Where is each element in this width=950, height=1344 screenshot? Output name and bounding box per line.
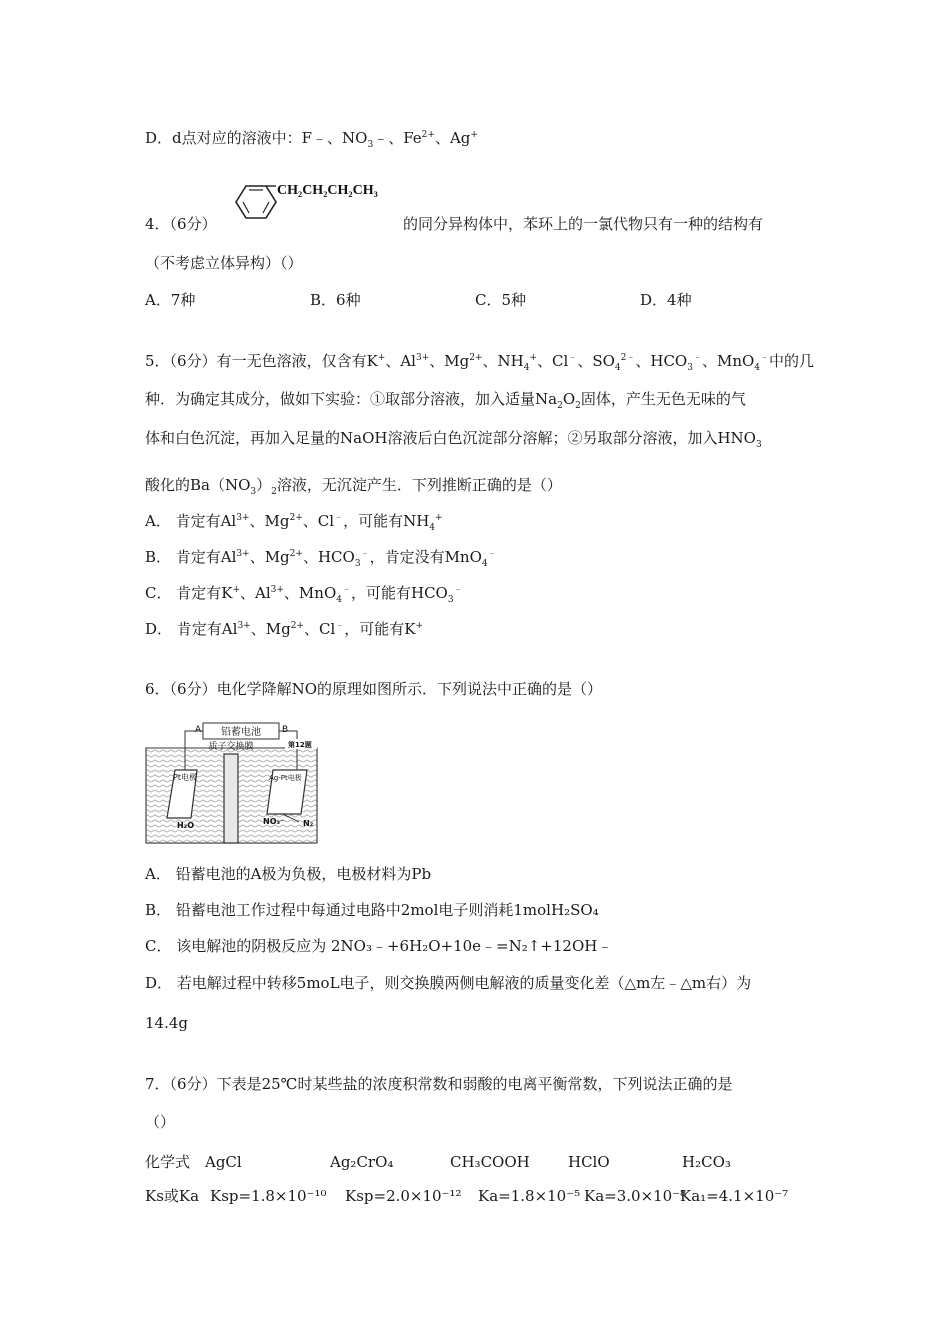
q6-option-a: A． 铅蓄电池的A极为负极，电极材料为Pb: [145, 865, 432, 883]
q7-stem-2: （）: [145, 1113, 176, 1131]
table-value-ch3cooh: Ka=1.8×10⁻⁵: [478, 1187, 581, 1205]
benzene-structure: [228, 180, 403, 224]
table-header-label: 化学式: [145, 1153, 191, 1171]
q4-number: 4．（6分）: [145, 215, 217, 233]
structure-formula: CH₂CH₂CH₂CH₃: [277, 183, 378, 198]
q5-line-1: 5．（6分）有一无色溶液，仅含有K+、$Al^{3+}$、$Mg^{2+}$、$NH_4^+$、Cl﹣、$SO_4^{2﹣}$、$HCO_3^﹣$、MnO$_4$﹣中的几: [145, 352, 815, 373]
q4-option-d: D．4种: [640, 291, 692, 309]
q5-option-d: D． 肯定有$Al^{3+}$、$Mg^{2+}$、Cl﹣，可能有K+: [145, 620, 424, 638]
table-header-h2co3: H₂CO₃: [682, 1153, 731, 1171]
q3-option-d: D．d点对应的溶液中：F﹣、$NO_3﹣$、$Fe^{2+}$、Ag+: [145, 129, 478, 150]
table-value-ag2cro4: Ksp=2.0×10⁻¹²: [345, 1187, 462, 1205]
q6-option-b: B． 铅蓄电池工作过程中每通过电路中2mol电子则消耗1molH₂SO₄: [145, 901, 599, 919]
q6-stem: 6．（6分）电化学降解NO的原理如图所示．下列说法中正确的是（）: [145, 680, 603, 698]
q5-option-c: C． 肯定有K+、$Al^{3+}$、MnO$_4$﹣，可能有$HCO_3^﹣$: [145, 584, 463, 605]
no3-label: NO₃⁻: [263, 817, 285, 826]
q5-line-3: 体和白色沉淀，再加入足量的NaOH溶液后白色沉淀部分溶解；②另取部分溶液，加入$HNO_3$: [145, 429, 762, 450]
q5-option-a: A． 肯定有$Al^{3+}$、$Mg^{2+}$、Cl﹣，可能有$NH_4^+$: [145, 512, 443, 533]
n2-label: N₂: [303, 819, 314, 828]
q4-stem: 的同分异构体中，苯环上的一氯代物只有一种的结构有: [403, 215, 764, 233]
membrane-label: 质子交换膜: [208, 742, 254, 752]
table-value-hclo: Ka=3.0×10⁻⁸: [584, 1187, 687, 1205]
table-row-label: Ks或Ka: [145, 1187, 200, 1205]
q4-stem-2: （不考虑立体异构）（）: [145, 254, 303, 272]
q6-option-d: D． 若电解过程中转移5moL电子，则交换膜两侧电解液的质量变化差（△m左﹣△m右）为: [145, 974, 752, 992]
q4-option-c: C．5种: [475, 291, 527, 309]
battery-label: 铅蓄电池: [221, 727, 261, 738]
table-header-ch3cooh: CH₃COOH: [450, 1153, 530, 1171]
q7-stem: 7．（6分）下表是25℃时某些盐的浓度积常数和弱酸的电离平衡常数，下列说法正确的是: [145, 1075, 733, 1093]
q5-line-4: 酸化的$Ba(NO_3)_2$溶液，无沉淀产生．下列推断正确的是（）: [145, 476, 562, 497]
electrolysis-diagram: [145, 718, 318, 844]
q4-option-b: B．6种: [310, 291, 361, 309]
pt-electrode-label: Pt电极: [173, 773, 197, 782]
table-value-agcl: Ksp=1.8×10⁻¹⁰: [210, 1187, 327, 1205]
table-header-ag2cro4: Ag₂CrO₄: [330, 1153, 394, 1171]
figure-label: 第12题: [288, 741, 312, 749]
terminal-a: A: [195, 725, 202, 735]
table-header-agcl: AgCl: [205, 1153, 242, 1171]
q6-option-c: C． 该电解池的阴极反应为 2NO₃﹣+6H₂O+10e﹣=N₂↑+12OH﹣: [145, 937, 613, 955]
q5-line-2: 种．为确定其成分，做如下实验：①取部分溶液，加入适量$Na_2O_2$固体，产生无色无味的气: [145, 390, 746, 411]
q4-option-a: A．7种: [145, 291, 196, 309]
q6-option-d-2: 14.4g: [145, 1014, 189, 1032]
h2o-label: H₂O: [177, 821, 194, 830]
terminal-b: B: [282, 725, 289, 735]
q5-option-b: B． 肯定有$Al^{3+}$、$Mg^{2+}$、$HCO_3^﹣$，肯定没有MnO$_4$﹣: [145, 548, 497, 569]
table-header-hclo: HClO: [568, 1153, 610, 1171]
table-value-h2co3: Ka₁=4.1×10⁻⁷: [680, 1187, 789, 1205]
agpt-electrode-label: Ag-Pt电极: [269, 774, 302, 782]
